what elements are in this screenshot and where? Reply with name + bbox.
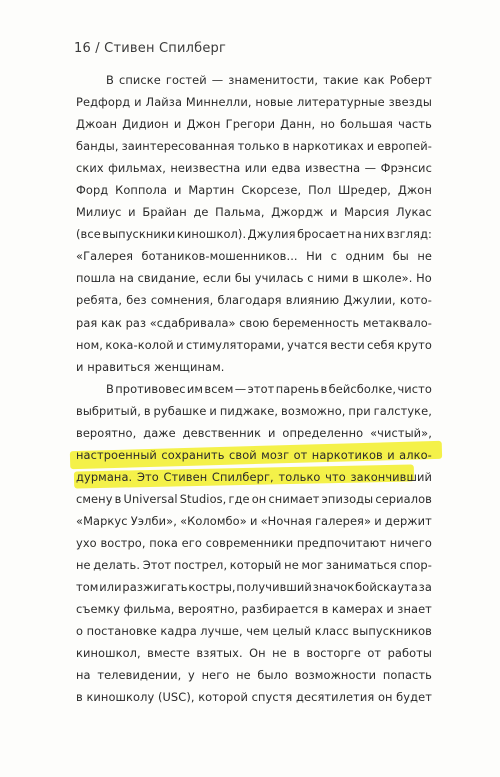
paragraph-2 [76, 378, 432, 709]
text-line: банды, заинтересованная только в наркотиках и европей- [76, 139, 432, 154]
text-line: пошла на свидание, если бы училась с ними в школе». Но [76, 271, 432, 286]
text-line: на телевидении, у него не было возможности попасть [76, 668, 432, 683]
text-line: и нравиться женщинам. [76, 359, 225, 374]
text-line: В противовес им всем — этот парень в бейсболке, чисто [106, 381, 432, 396]
text-line: Милиус и Брайан де Пальма, Джордж и Марсия Лукас [76, 205, 432, 220]
text-line: вероятно, даже девственник и определенно «чистый», [76, 425, 432, 440]
text-line: настроенный сохранить свой мозг от наркотиков и алко- [76, 447, 432, 462]
text-line: «Маркус Уэлби», «Коломбо» и «Ночная галерея» и держит [76, 513, 432, 528]
text-line: в киношколу (USC), которой спустя десятилетия он будет [76, 690, 432, 705]
text-line: Джоан Дидион и Джон Грегори Данн, но большая часть [76, 117, 432, 132]
text-line: о постановке кадра лучше, чем целый класс выпускников [76, 624, 432, 639]
running-head: 16 / Стивен Спилберг [74, 41, 227, 56]
text-line: том или разжигать костры, получивший значок бойскаута за [76, 580, 432, 595]
text-line: дурмана. Это Стивен Спилберг, только что закончивший [76, 469, 432, 484]
text-line: ухо востро, пока его современники предпочитают ничего [76, 535, 432, 550]
text-line: ном, кока-колой и стимуляторами, учатся вести себя круто [76, 337, 432, 352]
text-line: смену в Universal Studios, где он снимает эпизоды сериалов [76, 491, 432, 506]
text-line: съемку фильма, вероятно, разбирается в камерах и знает [76, 602, 432, 617]
text-line: Форд Коппола и Мартин Скорсезе, Пол Шредер, Джон [76, 183, 432, 198]
body-text [76, 69, 432, 708]
text-line: Редфорд и Лайза Миннелли, новые литературные звезды [76, 95, 432, 110]
text-line: В списке гостей — знаменитости, такие как Роберт [106, 73, 432, 87]
text-line: рая как раз «сдабривала» свою беременность метаквало- [76, 315, 432, 330]
text-line: ребята, без сомнения, благодаря влиянию Джулии, кото- [76, 293, 432, 308]
text-line: (все выпускники киношкол). Джулия бросает на них взгляд: [76, 227, 432, 242]
text-line: «Галерея ботаников-мошенников... Ни с одним бы не [76, 249, 432, 264]
text-line: ских фильмах, неизвестна или едва известна — Фрэнсис [76, 161, 432, 176]
text-line: не делать. Этот пострел, который не мог заниматься спор- [76, 558, 432, 573]
text-line: выбритый, в рубашке и пиджаке, возможно, при галстуке, [76, 403, 432, 418]
paragraph-1 [76, 69, 432, 378]
text-line: киношкол, вместе взятых. Он не в восторге от работы [76, 646, 432, 661]
